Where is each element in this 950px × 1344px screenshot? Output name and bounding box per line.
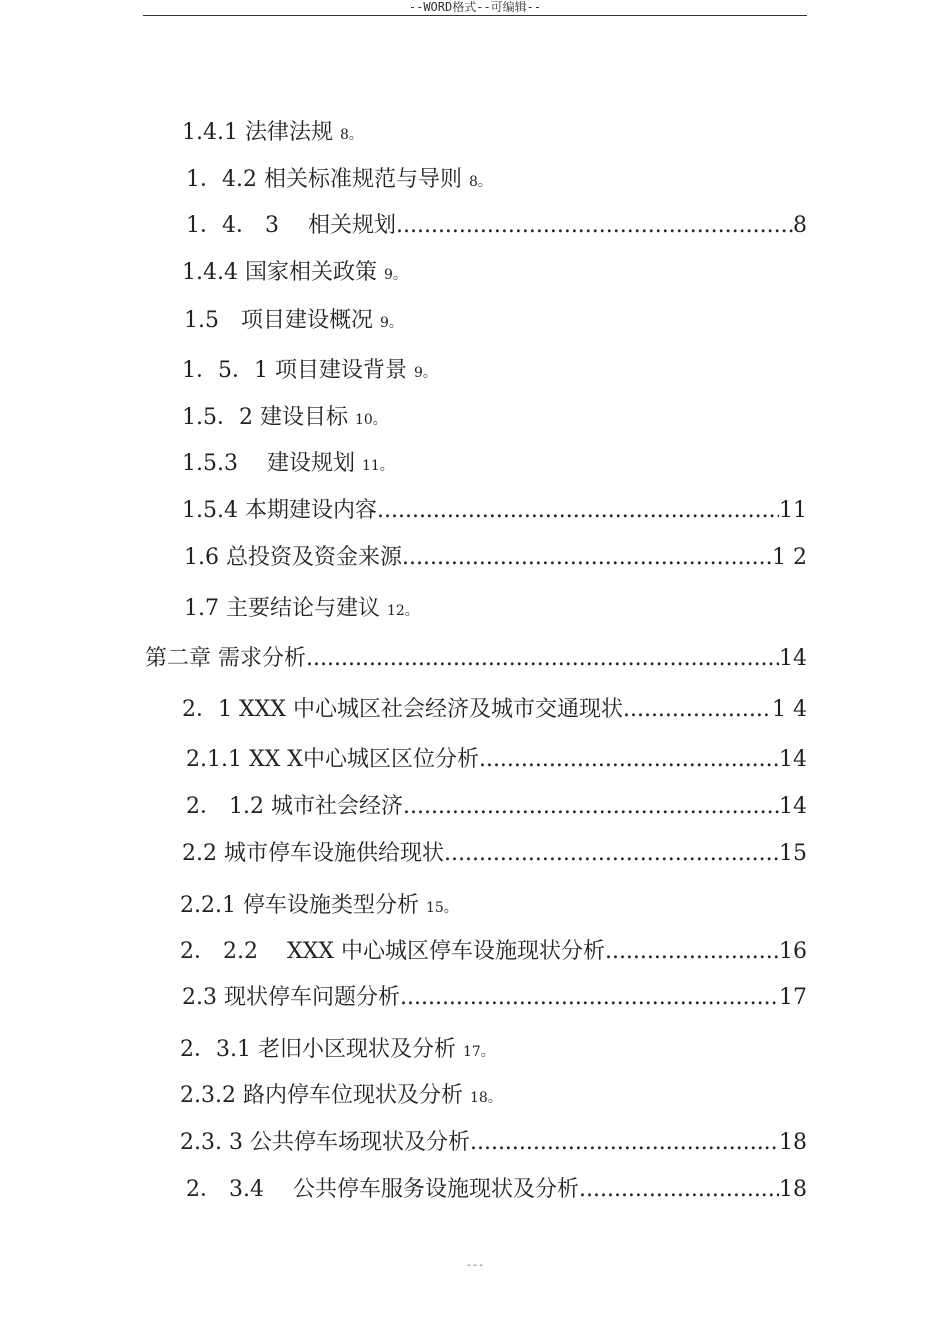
toc-entry-chapter-2[interactable] — [145, 643, 807, 675]
toc-entry-title: 1.5 项目建设概况 — [184, 308, 373, 333]
toc-entry-2-3-3[interactable] — [180, 1127, 807, 1159]
toc-entry-title: 1.7 主要结论与建议 — [184, 596, 380, 621]
toc-entry-page: 9。 — [383, 267, 407, 283]
toc-entry-page: 9。 — [380, 315, 403, 331]
toc-entry-title: 第二章 需求分析 — [145, 646, 306, 671]
page-footer: --- — [465, 1260, 485, 1271]
toc-entry-page: 18 — [779, 1130, 807, 1155]
toc-leader-dots — [396, 210, 793, 242]
toc-entry-1-4-1[interactable] — [182, 117, 363, 149]
toc-entry-title: 1.6 总投资及资金来源 — [184, 545, 402, 570]
toc-entry-page: 15 — [779, 841, 807, 866]
toc-entry-page: 16 — [779, 939, 807, 964]
toc-entry-title: 1.5.4 本期建设内容 — [182, 498, 377, 523]
toc-entry-1-4-4[interactable] — [182, 257, 407, 289]
toc-entry-title: 2.3.2 路内停车位现状及分析 — [180, 1083, 463, 1108]
toc-entry-2-3[interactable] — [182, 982, 807, 1014]
toc-entry-page: 9。 — [414, 365, 437, 381]
toc-entry-page: 14 — [779, 646, 807, 671]
toc-entry-page: 11。 — [361, 458, 394, 474]
toc-entry-1-7[interactable] — [184, 593, 419, 625]
toc-leader-dots — [403, 791, 779, 823]
toc-leader-dots — [605, 936, 779, 968]
toc-entry-title: 2． 2.2 XXX 中心城区停车设施现状分析 — [180, 939, 605, 964]
toc-leader-dots — [579, 1174, 779, 1206]
toc-entry-title: 1.4.4 国家相关政策 — [182, 260, 377, 285]
toc-entry-title: 1.5.3 建设规划 — [182, 451, 355, 476]
toc-entry-2-3-1[interactable] — [180, 1034, 495, 1066]
toc-entry-1-5-1[interactable] — [182, 355, 437, 387]
toc-entry-page: 17 — [779, 985, 807, 1010]
toc-entry-2-1-1[interactable] — [186, 744, 807, 776]
toc-entry-title: 2.3. 3 公共停车场现状及分析 — [180, 1130, 470, 1155]
toc-entry-2-2-1[interactable] — [180, 890, 458, 922]
toc-entry-page: 14 — [779, 747, 807, 772]
toc-entry-title: 2． 3.4 公共停车服务设施现状及分析 — [186, 1177, 579, 1202]
toc-entry-1-5-2[interactable] — [182, 402, 387, 434]
toc-entry-1-5-4[interactable] — [182, 495, 807, 527]
toc-entry-2-3-2[interactable] — [180, 1080, 502, 1112]
toc-entry-title: 1．4． 3 相关规划 — [186, 213, 396, 238]
toc-entry-page: 10。 — [354, 412, 387, 428]
toc-entry-2-2[interactable] — [182, 838, 807, 870]
toc-entry-title: 1.5．2 建设目标 — [182, 405, 348, 430]
toc-entry-page: 14 — [779, 794, 807, 819]
toc-entry-page: 8。 — [468, 174, 492, 190]
toc-entry-page: 8。 — [339, 127, 363, 143]
toc-leader-dots — [623, 694, 772, 726]
toc-entry-title: 2．1 XXX 中心城区社会经济及城市交通现状 — [182, 697, 623, 722]
toc-entry-2-3-4[interactable] — [186, 1174, 807, 1206]
toc-entry-1-5[interactable] — [184, 305, 403, 337]
toc-entry-title: 2.2 城市停车设施供给现状 — [182, 841, 444, 866]
toc-entry-title: 2.2.1 停车设施类型分析 — [180, 893, 419, 918]
toc-entry-page: 17。 — [462, 1044, 495, 1060]
toc-entry-title: 1.4.1 法律法规 — [182, 120, 333, 145]
toc-entry-page: 8 — [793, 213, 807, 238]
toc-leader-dots — [306, 643, 779, 675]
toc-leader-dots — [377, 495, 779, 527]
toc-leader-dots — [400, 982, 779, 1014]
toc-entry-page: 18。 — [469, 1090, 502, 1106]
toc-entry-title: 1．5．1 项目建设背景 — [182, 358, 407, 383]
toc-entry-1-5-3[interactable] — [182, 448, 394, 480]
toc-entry-title: 2.1.1 XX X中心城区区位分析 — [186, 747, 479, 772]
toc-entry-page: 18 — [779, 1177, 807, 1202]
toc-entry-title: 2.3 现状停车问题分析 — [182, 985, 400, 1010]
toc-entry-page: 15。 — [425, 900, 458, 916]
toc-leader-dots — [479, 744, 779, 776]
toc-entry-title: 1．4.2 相关标准规范与导则 — [186, 167, 462, 192]
toc-entry-2-1-2[interactable] — [186, 791, 807, 823]
toc-entry-title: 2．3.1 老旧小区现状及分析 — [180, 1037, 456, 1062]
toc-entry-2-2-2[interactable] — [180, 936, 807, 968]
toc-entry-page: 12。 — [386, 603, 419, 619]
page-header: --WORD格式--可编辑-- — [408, 0, 542, 14]
toc-entry-page: 11 — [779, 498, 807, 523]
toc-entry-title: 2． 1.2 城市社会经济 — [186, 794, 403, 819]
toc-leader-dots — [470, 1127, 779, 1159]
toc-entry-page: 1 2 — [772, 545, 807, 570]
toc-entry-1-4-3[interactable] — [186, 210, 807, 242]
toc-leader-dots — [444, 838, 779, 870]
toc-entry-2-1[interactable] — [182, 694, 807, 726]
header-rule — [143, 15, 807, 16]
toc-leader-dots — [402, 542, 772, 574]
toc-entry-page: 1 4 — [772, 697, 807, 722]
toc-entry-1-6[interactable] — [184, 542, 807, 574]
toc-entry-1-4-2[interactable] — [186, 164, 492, 196]
